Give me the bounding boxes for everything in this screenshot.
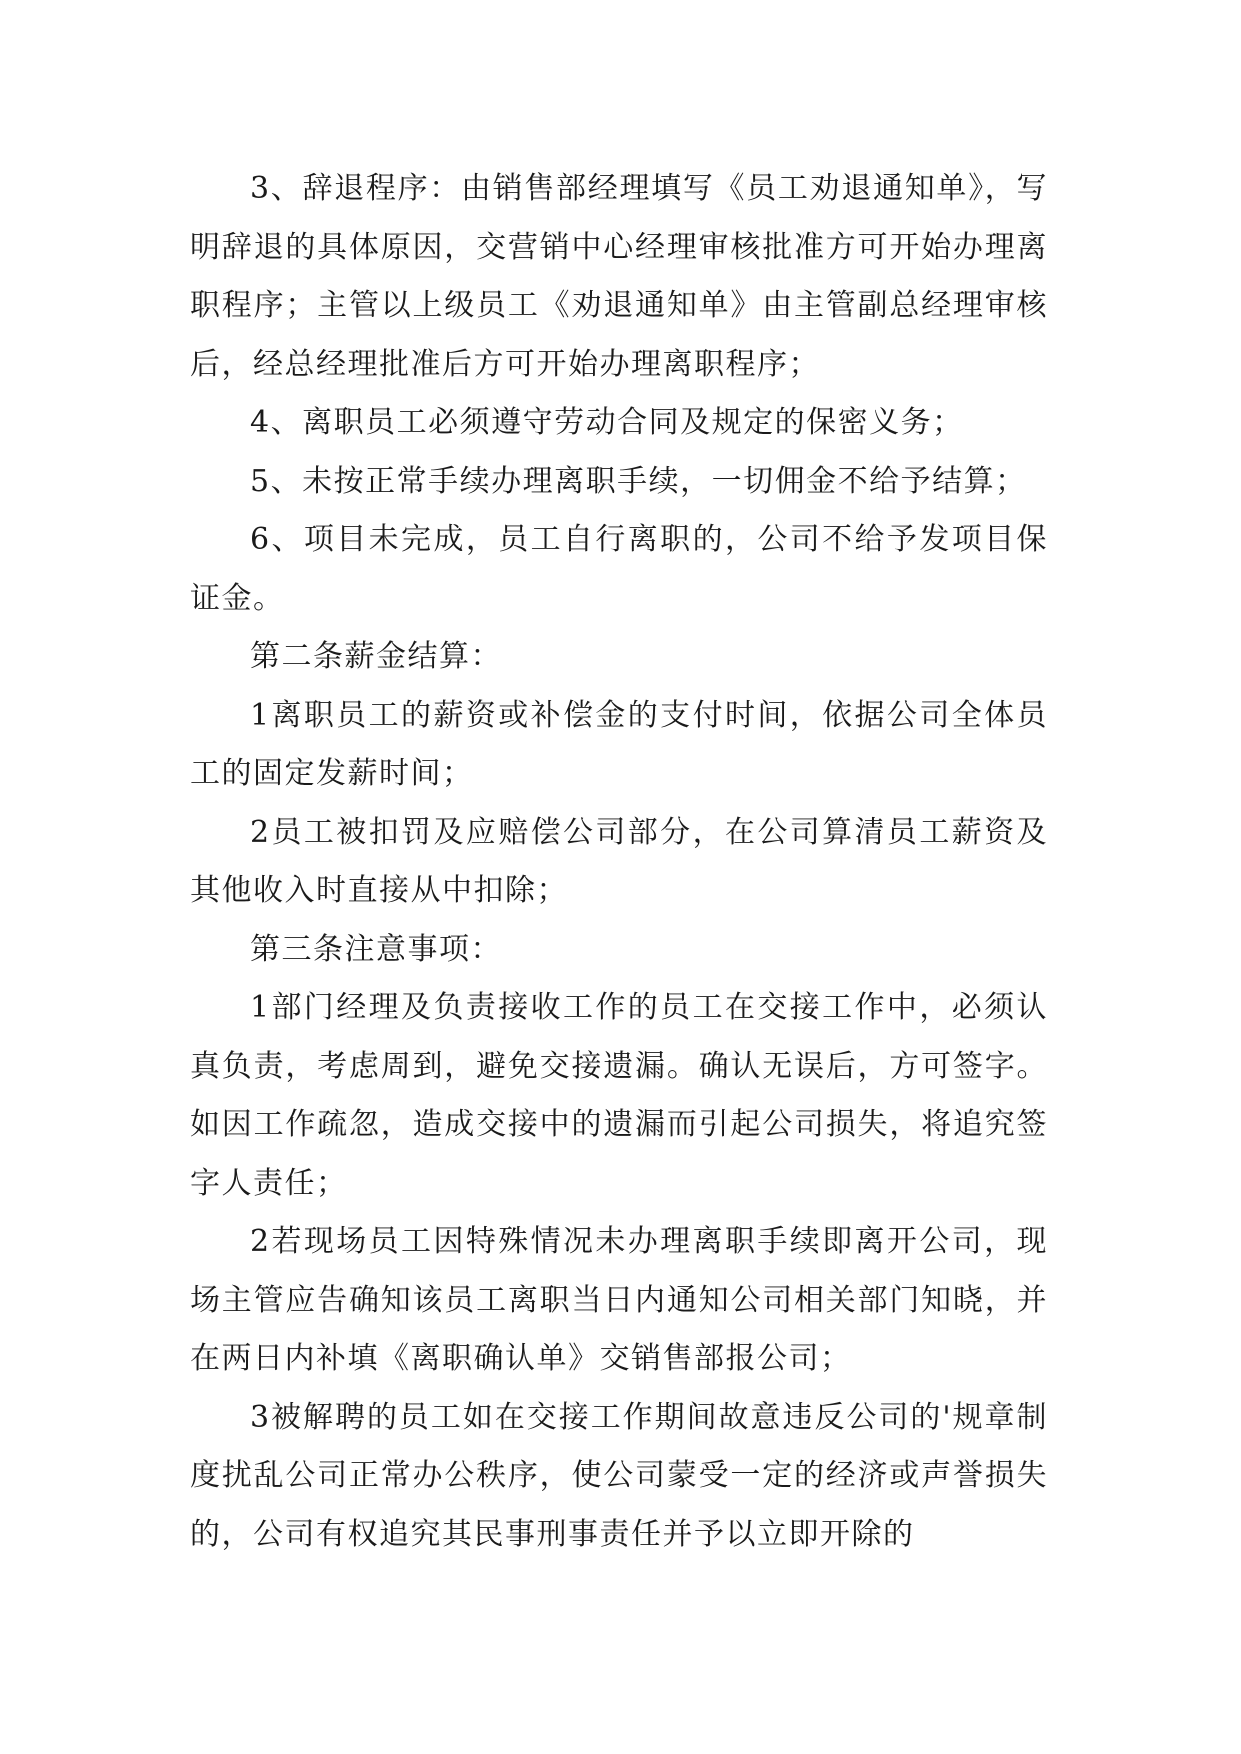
paragraph-unprocessed-departure: 2若现场员工因特殊情况未办理离职手续即离开公司，现场主管应告确知该员工离职当日内通知公司相关部门知晓，并在两日内补填《离职确认单》交销售部报公司； <box>190 1224 1048 1376</box>
paragraph-violation-liability: 3被解聘的员工如在交接工作期间故意违反公司的'规章制度扰乱公司正常办公秩序，使公司蒙受一定的经济或声誉损失的，公司有权追究其民事刑事责任并予以立即开除的 <box>190 1399 1048 1552</box>
paragraph-handover-responsibility: 1部门经理及负责接收工作的员工在交接工作中，必须认真负责，考虑周到，避免交接遗漏。确认无误后，方可签字。如因工作疏忽，造成交接中的遗漏而引起公司损失，将追究签字人责任； <box>190 990 1048 1201</box>
paragraph-salary-payment-time: 1离职员工的薪资或补偿金的支付时间，依据公司全体员工的固定发薪时间； <box>190 697 1048 791</box>
paragraph-project-deposit: 6、项目未完成，员工自行离职的，公司不给予发项目保证金。 <box>190 522 1048 616</box>
section-heading-notes: 第三条注意事项： <box>250 931 502 967</box>
section-heading-salary-settlement: 第二条薪金结算： <box>250 639 502 674</box>
paragraph-confidentiality: 4、离职员工必须遵守劳动合同及规定的保密义务； <box>250 405 964 440</box>
paragraph-dismissal-procedure: 3、辞退程序：由销售部经理填写《员工劝退通知单》，写明辞退的具体原因，交营销中心经理审核批准方可开始办理离职程序；主管以上级员工《劝退通知单》由主管副总经理审核后，经总经理批准后方可开始办理离职程序； <box>190 171 1048 382</box>
paragraph-commission: 5、未按正常手续办理离职手续，一切佣金不给予结算； <box>250 463 1027 499</box>
paragraph-deductions: 2员工被扣罚及应赔偿公司部分，在公司算清员工薪资及其他收入时直接从中扣除； <box>190 814 1048 908</box>
document-body <box>190 160 1048 1564</box>
